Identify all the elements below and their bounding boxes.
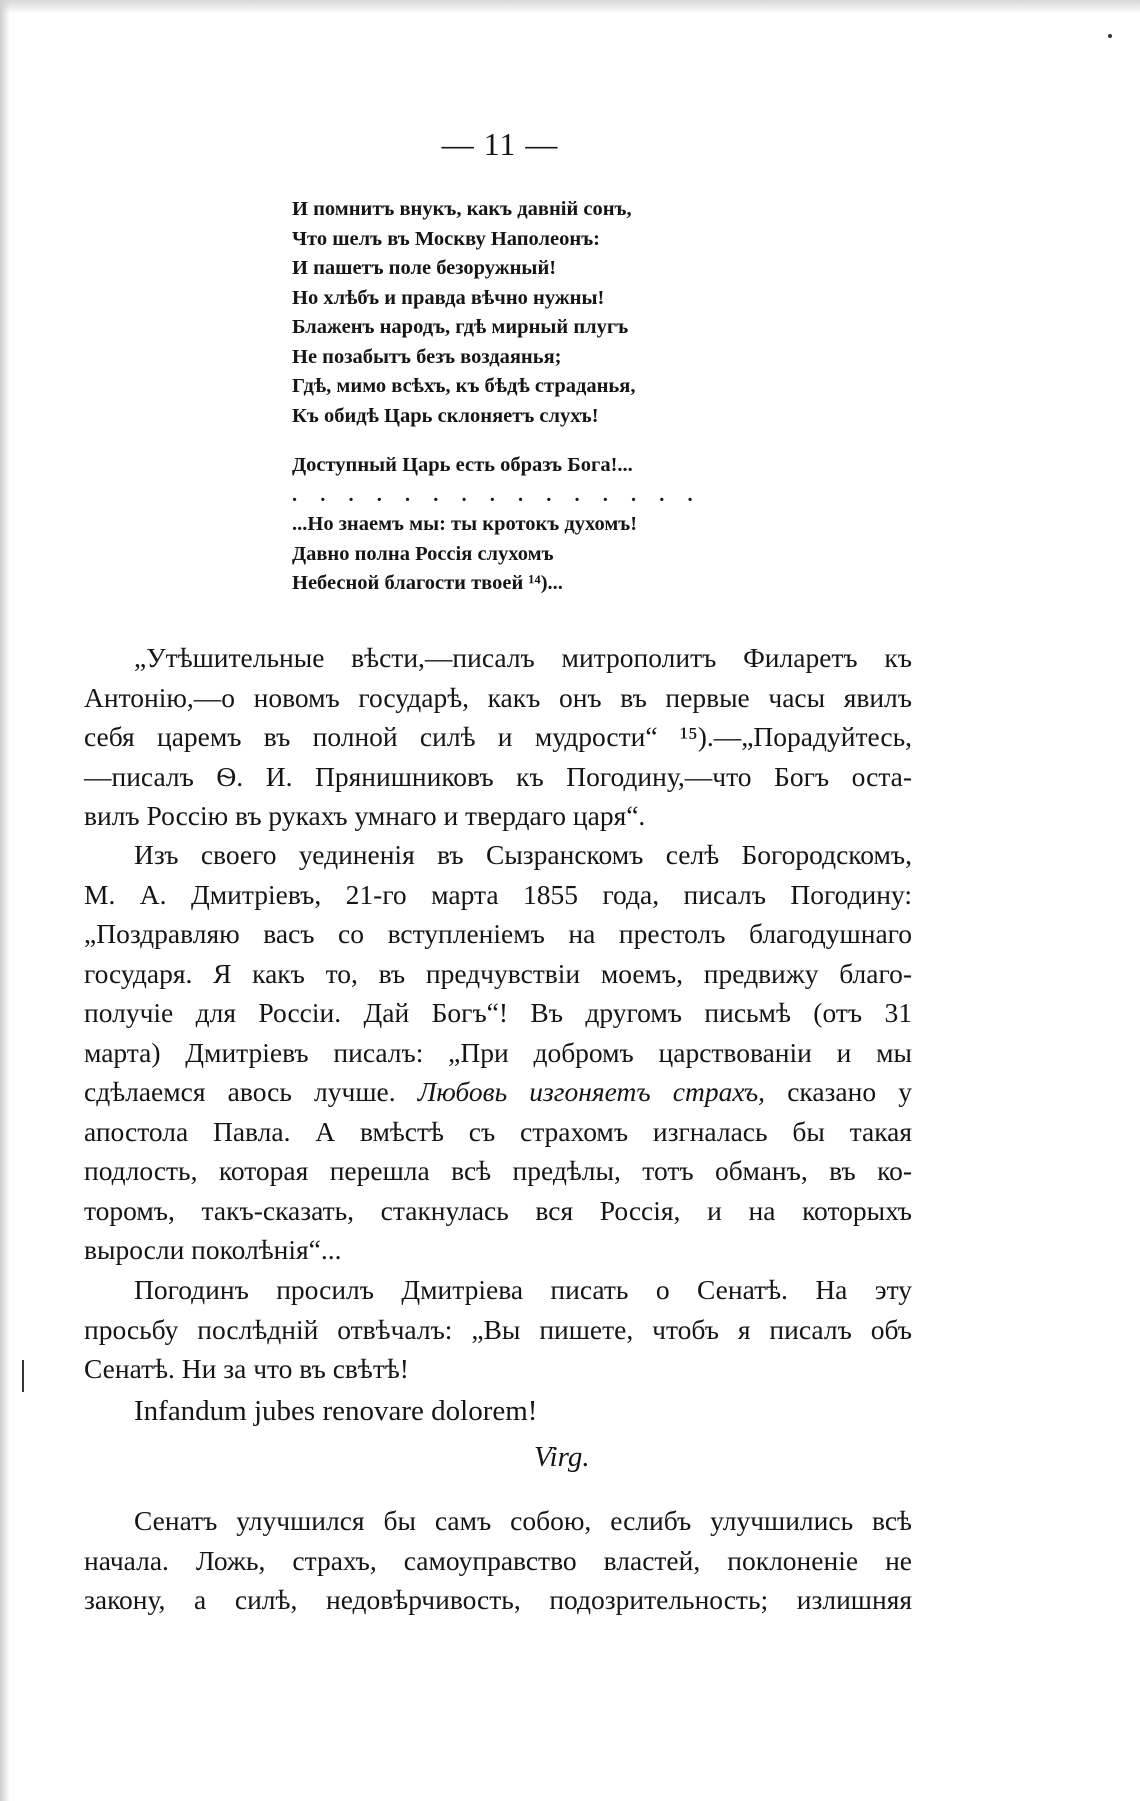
poem-line: ...Но знаемъ мы: ты кротокъ духомъ! [292, 513, 638, 535]
text-line: марта) Дмитріевъ писалъ: „При добромъ царствованіи и мы [84, 1036, 912, 1068]
text-line: Сенатъ улучшился бы самъ собою, еслибъ улучшились всѣ [134, 1505, 912, 1536]
text-line: подлость, которая перешла всѣ предѣлы, тотъ обманъ, въ ко- [84, 1155, 912, 1186]
scan-top-shadow [0, 0, 1140, 14]
text-line: —писалъ Ѳ. И. Прянишниковъ къ Погодину,—что Богъ оста- [84, 760, 912, 792]
quote-source: Virg. [534, 1441, 590, 1473]
text-line: получіе для Россіи. Дай Богъ“! Въ другомъ письмѣ (отъ 31 [84, 997, 912, 1028]
text-line: начала. Ложь, страхъ, самоуправство властей, поклоненіе не [84, 1544, 912, 1576]
poem-line: Доступный Царь есть образъ Бога!... [292, 454, 633, 476]
poem-line: Давно полна Россія слухомъ [292, 542, 554, 565]
paragraph-senate-improvement [84, 1501, 912, 1620]
scan-speck [1108, 34, 1112, 38]
poem-line: Гдѣ, мимо всѣхъ, къ бѣдѣ страданья, [292, 375, 636, 397]
text-line: выросли поколѣнія“... [84, 1234, 342, 1265]
paragraph-dmitriev [84, 835, 912, 1270]
poem-line: Что шелъ въ Москву Наполеонъ: [292, 227, 600, 250]
text-line: Погодинъ просилъ Дмитріева писать о Сенатѣ. На эту [134, 1274, 912, 1305]
poem-line: И пашетъ поле безоружный! [292, 257, 557, 279]
text-line: себя царемъ въ полной силѣ и мудрости“ ¹⁵).—„Порадуйтесь, [84, 721, 912, 752]
text-line: „Поздравляю васъ со вступленіемъ на престолъ благодушнаго [84, 918, 912, 949]
page-number: — 11 — [441, 126, 559, 162]
text-segment: сказано у [787, 1076, 913, 1107]
text-line-mixed [84, 1072, 912, 1112]
poem-line: Небесной благости твоей ¹⁴)... [292, 572, 563, 594]
text-line: Сенатѣ. Ни за что въ свѣтѣ! [84, 1353, 409, 1384]
text-line: закону, а силѣ, недовѣрчивость, подозрительность; излишняя [84, 1584, 912, 1615]
poem-line: Но хлѣбъ и правда вѣчно нужны! [292, 286, 605, 309]
text-line: государя. Я какъ то, въ предчувствіи моемъ, предвижу благо- [84, 957, 912, 989]
poem-line: Не позабытъ безъ воздаянья; [292, 345, 562, 368]
poem-ellipsis-line: . . . . . . . . . . . . . . . [292, 483, 702, 506]
italic-phrase: Любовь изгоняетъ страхъ, [417, 1076, 766, 1107]
text-line: торомъ, такъ-сказать, стакнулась вся Россія, и на которыхъ [84, 1194, 912, 1226]
poem-line: Блаженъ народъ, гдѣ мирный плугъ [292, 316, 629, 338]
text-line: просьбу послѣдній отвѣчалъ: „Вы пишете, чтобъ я писалъ объ [84, 1313, 912, 1345]
latin-quote: Infandum jubes renovare dolorem! [134, 1395, 538, 1427]
paragraph-senate-request [84, 1270, 912, 1389]
poem-line: И помнитъ внукъ, какъ давній сонъ, [292, 198, 632, 220]
text-line: Изъ своего уединенія въ Сызранскомъ селѣ Богородскомъ, [134, 839, 912, 870]
poem-line: Къ обидѣ Царь склоняетъ слухъ! [292, 404, 599, 427]
poem-stanza-2 [292, 451, 792, 599]
text-line: вилъ Россію въ рукахъ умнаго и твердаго царя“. [84, 800, 646, 831]
text-line: апостола Павла. А вмѣстѣ съ страхомъ изгналась бы такая [84, 1115, 912, 1147]
text-line: „Утѣшительные вѣсти,—писалъ митрополитъ Филаретъ къ [134, 642, 912, 673]
text-line: Антонію,—о новомъ государѣ, какъ онъ въ первые часы явилъ [84, 681, 912, 713]
scan-left-shadow [0, 0, 10, 1801]
text-line: М. А. Дмитріевъ, 21-го марта 1855 года, писалъ Погодину: [84, 878, 912, 910]
paragraph-filaret [84, 638, 912, 836]
scan-margin-mark [22, 1360, 24, 1392]
text-segment: сдѣлаемся авось лучше. [84, 1076, 396, 1107]
poem-stanza-1 [292, 195, 792, 431]
